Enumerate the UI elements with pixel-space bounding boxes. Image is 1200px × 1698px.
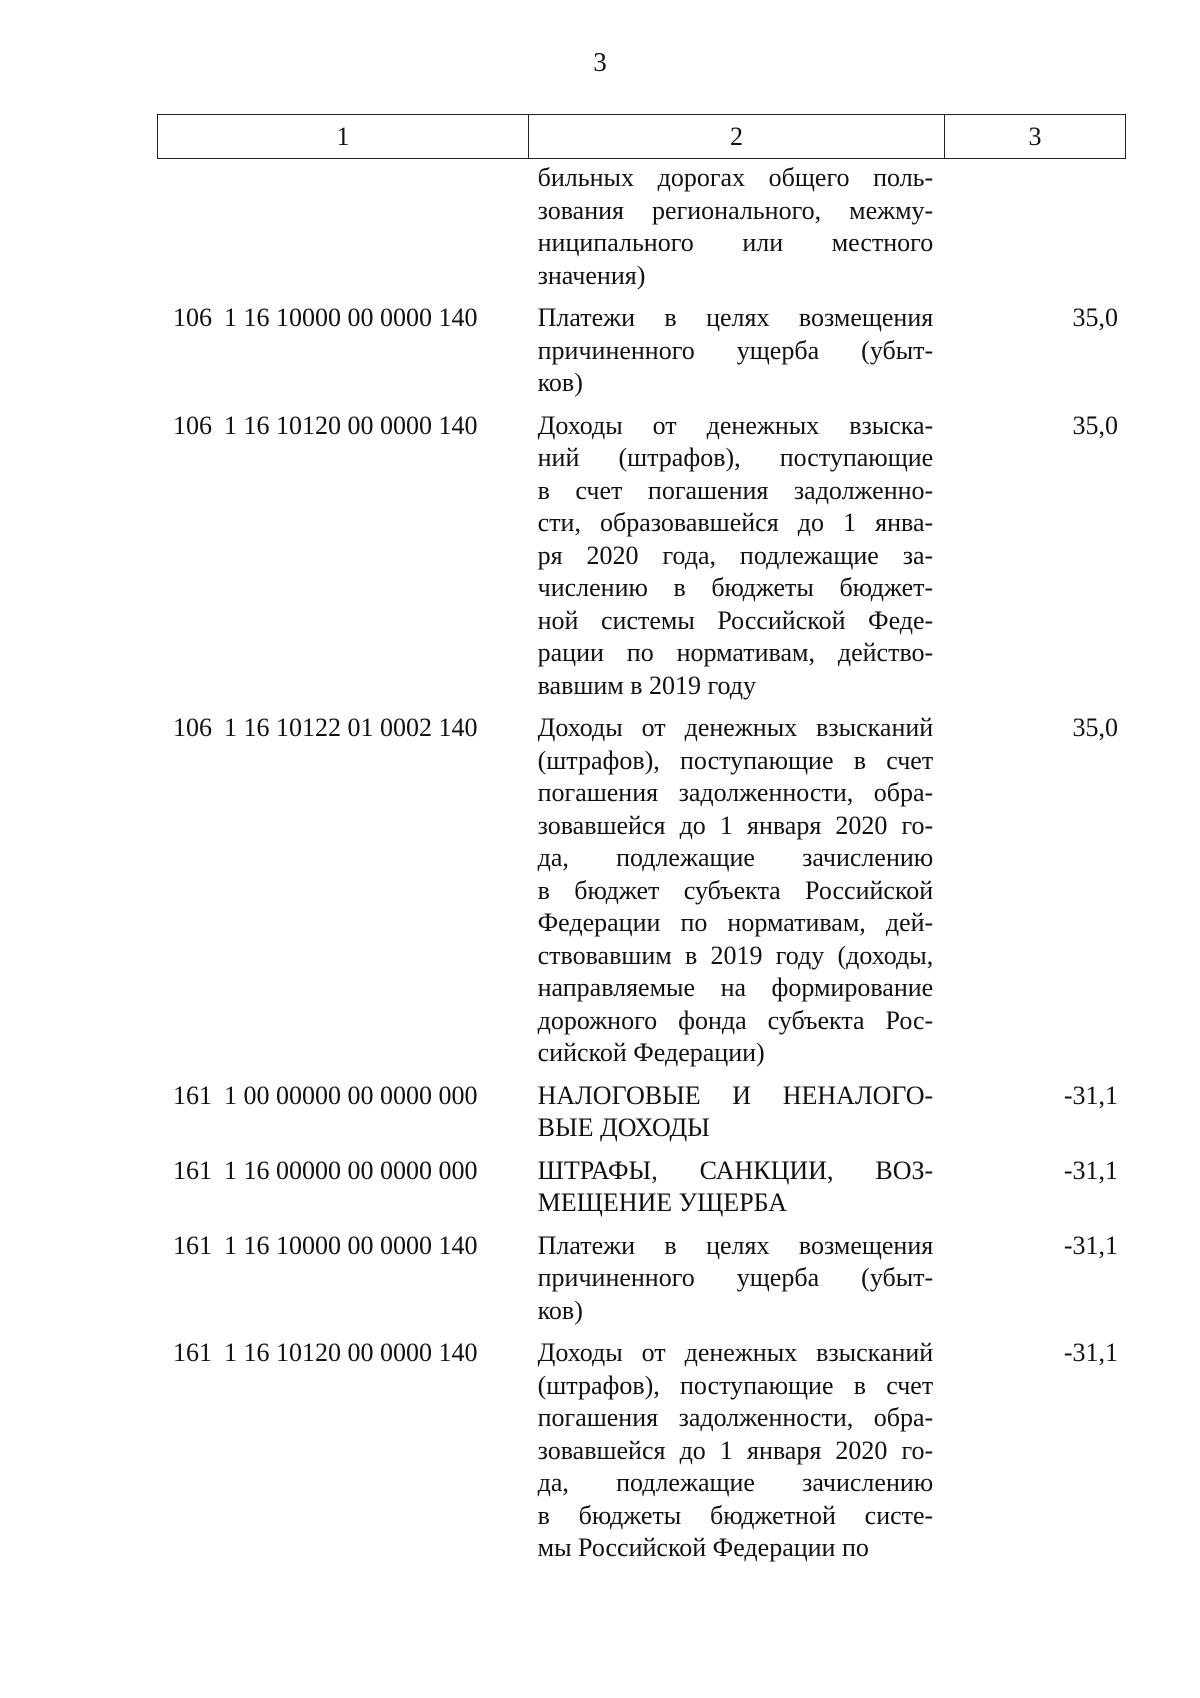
admin-code-cell: 161 bbox=[173, 1080, 212, 1110]
description-line: причиненного ущерба (убыт- bbox=[537, 1263, 934, 1292]
description-line: ниципального или местного bbox=[537, 228, 934, 257]
table-row bbox=[157, 1337, 1126, 1565]
budget-code-cell: 1 16 10120 00 0000 140 bbox=[223, 1338, 478, 1367]
description-line: погашения задолженности, обра- bbox=[537, 1403, 934, 1432]
description-line: Доходы от денежных взысканий bbox=[537, 713, 934, 742]
description-line: бильных дорогах общего поль- bbox=[537, 163, 934, 192]
admin-code-cell: 161 bbox=[173, 1338, 212, 1367]
table-row bbox=[157, 162, 1126, 292]
description-cell bbox=[538, 410, 934, 703]
description-line: ШТРАФЫ, САНКЦИИ, ВОЗ- bbox=[537, 1155, 934, 1185]
description-line: дорожного фонда субъекта Рос- bbox=[537, 1005, 934, 1035]
description-line: числению в бюджеты бюджет- bbox=[537, 573, 934, 602]
description-line: ря 2020 года, подлежащие за- bbox=[537, 540, 934, 570]
description-line: сти, образовавшейся до 1 янва- bbox=[537, 508, 934, 537]
description-line: ков) bbox=[537, 368, 583, 397]
description-line: сийской Федерации) bbox=[537, 1038, 765, 1067]
budget-code-cell: 1 16 00000 00 0000 000 bbox=[223, 1155, 478, 1185]
description-line: Федерации по нормативам, дей- bbox=[537, 908, 934, 937]
description-cell bbox=[538, 1230, 934, 1328]
description-line: (штрафов), поступающие в счет bbox=[537, 1370, 934, 1400]
description-cell bbox=[538, 1337, 934, 1565]
description-line: погашения задолженности, обра- bbox=[537, 778, 934, 807]
description-line: зовавшейся до 1 января 2020 го- bbox=[537, 1435, 934, 1465]
table-row bbox=[157, 410, 1126, 703]
budget-code-cell: 1 16 10120 00 0000 140 bbox=[223, 410, 478, 440]
description-line: зовавшейся до 1 января 2020 го- bbox=[537, 810, 934, 840]
admin-code-cell: 106 bbox=[173, 303, 212, 332]
description-cell bbox=[538, 1080, 934, 1145]
table-row bbox=[157, 302, 1126, 400]
description-line: Платежи в целях возмещения bbox=[537, 303, 934, 332]
description-cell bbox=[538, 712, 934, 1070]
description-line: мы Российской Федерации по bbox=[537, 1533, 869, 1562]
admin-code-cell bbox=[157, 162, 218, 292]
column-header-2: 2 bbox=[528, 115, 944, 158]
description-line: в бюджет субъекта Российской bbox=[537, 875, 934, 905]
description-line: ний (штрафов), поступающие bbox=[537, 443, 934, 472]
description-line: причиненного ущерба (убыт- bbox=[537, 335, 934, 365]
table-column-header bbox=[157, 114, 1126, 159]
description-line: зования регионального, межму- bbox=[537, 195, 934, 225]
column-header-1: 1 bbox=[336, 121, 350, 151]
description-line: значения) bbox=[537, 260, 646, 290]
description-line: да, подлежащие зачислению bbox=[537, 843, 934, 872]
description-cell bbox=[538, 1155, 934, 1220]
admin-code-cell: 106 bbox=[173, 410, 212, 440]
description-line: вавшим в 2019 году bbox=[537, 670, 757, 700]
budget-code-cell: 1 16 10000 00 0000 140 bbox=[223, 1230, 478, 1260]
description-line: ВЫЕ ДОХОДЫ bbox=[537, 1113, 710, 1142]
description-line: рации по нормативам, действо- bbox=[537, 638, 934, 667]
description-line: в бюджеты бюджетной систе- bbox=[537, 1500, 934, 1530]
budget-code-cell bbox=[218, 162, 527, 292]
admin-code-cell: 161 bbox=[173, 1155, 212, 1185]
description-line: ной системы Российской Феде- bbox=[537, 605, 934, 635]
admin-code-cell: 106 bbox=[173, 713, 212, 742]
description-line: в счет погашения задолженно- bbox=[537, 475, 934, 505]
description-line: ствовавшим в 2019 году (доходы, bbox=[537, 940, 934, 970]
page-number: 3 bbox=[593, 47, 607, 77]
amount-cell: 35,0 bbox=[1072, 713, 1118, 742]
amount-cell: -31,1 bbox=[1063, 1338, 1118, 1367]
table-body bbox=[157, 162, 1126, 1575]
amount-cell: 35,0 bbox=[1072, 303, 1118, 332]
table-row bbox=[157, 1155, 1126, 1220]
budget-code-cell: 1 16 10000 00 0000 140 bbox=[223, 303, 478, 332]
amount-cell: 35,0 bbox=[1072, 410, 1118, 440]
description-line: (штрафов), поступающие в счет bbox=[537, 745, 934, 775]
description-line: ков) bbox=[537, 1295, 583, 1325]
budget-code-cell: 1 16 10122 01 0002 140 bbox=[223, 713, 478, 742]
amount-cell: -31,1 bbox=[1063, 1080, 1118, 1110]
description-line: Доходы от денежных взысканий bbox=[537, 1338, 934, 1367]
table-row bbox=[157, 1230, 1126, 1328]
description-cell bbox=[538, 162, 934, 292]
description-line: НАЛОГОВЫЕ И НЕНАЛОГО- bbox=[537, 1080, 934, 1110]
admin-code-cell: 161 bbox=[173, 1230, 212, 1260]
description-line: МЕЩЕНИЕ УЩЕРБА bbox=[537, 1188, 788, 1217]
description-line: Доходы от денежных взыска- bbox=[537, 410, 934, 440]
table-row bbox=[157, 1080, 1126, 1145]
amount-cell bbox=[933, 162, 1126, 292]
table-row bbox=[157, 712, 1126, 1070]
description-cell bbox=[538, 302, 934, 400]
column-header-3: 3 bbox=[944, 115, 1125, 158]
budget-code-cell: 1 00 00000 00 0000 000 bbox=[223, 1080, 478, 1110]
amount-cell: -31,1 bbox=[1063, 1230, 1118, 1260]
description-line: направляемые на формирование bbox=[537, 973, 934, 1002]
amount-cell: -31,1 bbox=[1063, 1155, 1118, 1185]
description-line: Платежи в целях возмещения bbox=[537, 1230, 934, 1260]
description-line: да, подлежащие зачислению bbox=[537, 1468, 934, 1497]
